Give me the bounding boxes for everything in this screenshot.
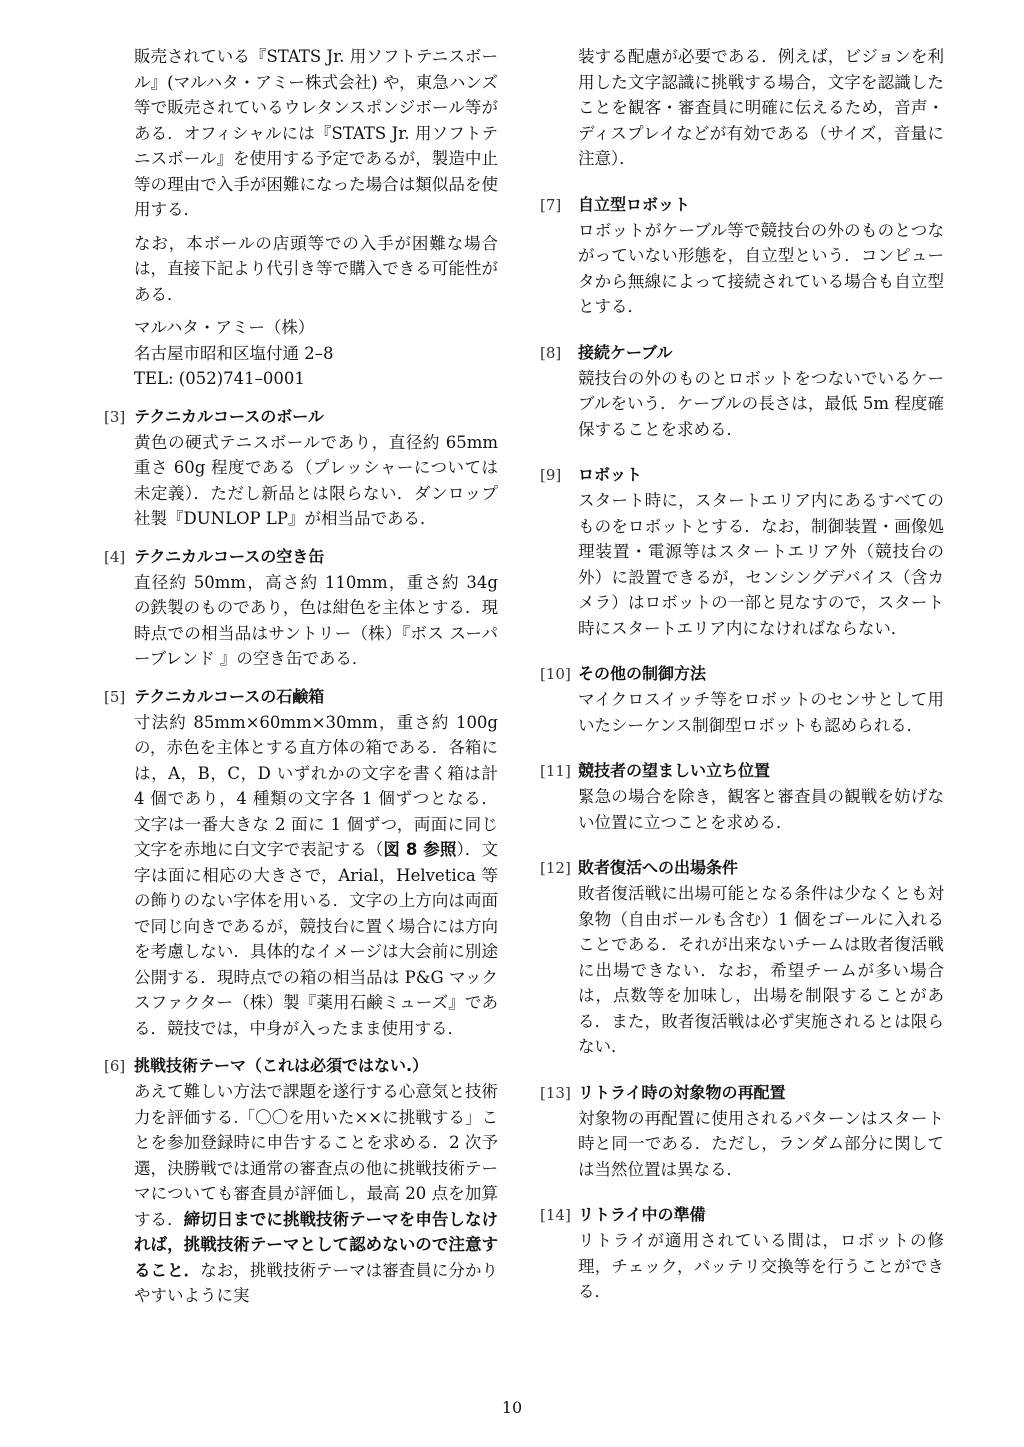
item-number: [11] — [540, 762, 571, 780]
item-body: 直径約 50mm，高さ約 110mm，重さ約 34g の鉄製のものであり，色は紺色を主体とする．現時点での相当品はサントリー（株）『ボス スーパーブレンド 』の空き缶である． — [134, 572, 498, 668]
item-body: マイクロスイッチ等をロボットのセンサとして用いたシーケンス制御型ロボットも認められる． — [578, 690, 944, 735]
figure-reference: 図 8 参照 — [383, 840, 457, 859]
item-3 — [104, 404, 498, 532]
item-body: 競技台の外のものとロボットをつないでいるケーブルをいう．ケーブルの長さは，最低 5m 程度確保することを求める． — [578, 368, 944, 439]
item-title: テクニカルコースのボール — [134, 406, 324, 426]
item-body-text: なお，挑戦技術テーマは審査員に分かりやすいように実 — [134, 1260, 499, 1305]
item-title: 接続ケーブル — [578, 342, 673, 362]
intro-paragraph: 販売されている『STATS Jr. 用ソフトテニスボール』(マルハタ・アミー株式会社) や，東急ハンズ等で販売されているウレタンスポンジボール等がある．オフィシャルには『STATS Jr. 用ソフトテニスボール』を使用する予定であるが，製造中止等の理由で入手が困難になった場合は類似品を使用する． — [134, 47, 498, 219]
item-12 — [540, 855, 944, 1060]
item-body-text: ）．文字は面に相応の大きさで，Arial，Helvetica 等の飾りのない字体を用いる．文字の上方向は両面で同じ向きであるが，競技台に置く場合には方向を考慮しない．具体的なイメージは大会前に別途公開する．現時点での箱の相当品は P&G マックスファクター（株）製『薬用石鹸ミューズ』である．競技では，中身が入ったまま使用する． — [134, 840, 499, 1038]
item-title: テクニカルコースの石鹸箱 — [134, 686, 325, 706]
item-number: [12] — [540, 859, 571, 877]
item-title: 競技者の望ましい立ち位置 — [578, 761, 771, 780]
item-4 — [104, 544, 498, 672]
item-number: [9] — [540, 466, 562, 484]
item-body: 黄色の硬式テニスボールであり，直径約 65mm 重さ 60g 程度である（プレッシャーについては未定義）．ただし新品とは限らない．ダンロップ社製『DUNLOP LP』が相当品である． — [134, 432, 498, 528]
item-5 — [104, 684, 498, 1042]
item-body-text: 寸法約 85mm×60mm×30mm，重さ約 100g の，赤色を主体とする直方体の箱である．各箱には，A，B，C，D いずれかの文字を書く箱は計 4 個であり，4 種類の文字各 1 個ずつとなる．文字は一番大きな 2 面に 1 個ずつ，両面に同じ文字を赤地に白文字で表記する（ — [134, 712, 498, 859]
item-number: [14] — [540, 1206, 571, 1224]
item-10 — [540, 661, 944, 738]
item-title: 敗者復活への出場条件 — [578, 858, 739, 877]
right-column — [540, 44, 944, 1305]
item-7 — [540, 192, 944, 320]
item-title: リトライ中の準備 — [578, 1205, 706, 1224]
item-body: スタート時に，スタートエリア内にあるすべてのものをロボットとする．なお，制御装置・画像処理装置・電源等はスタートエリア外（競技台の外）に設置できるが，センシングデバイス（含カメラ）はロボットの一部と見なすので，スタート時にスタートエリア内になければならない． — [578, 491, 944, 638]
item-title: その他の制御方法 — [578, 664, 707, 683]
item-body: 緊急の場合を除き，観客と審査員の観戦を妨げない位置に立つことを求める． — [578, 787, 944, 832]
item-number: [4] — [104, 547, 126, 566]
page-number: 10 — [501, 1398, 523, 1417]
item-title: 挑戦技術テーマ（これは必須ではない.） — [134, 1056, 429, 1075]
note-paragraph: なお，本ボールの店頭等での入手が困難な場合は，直接下記より代引き等で購入できる可能性がある． — [134, 233, 498, 304]
item-body — [104, 1079, 498, 1309]
address-company: マルハタ・アミー（株） — [134, 318, 315, 337]
item-14 — [540, 1202, 944, 1305]
item-body: リトライが適用されている間は，ロボットの修理，チェック，バッテリ交換等を行うことができる． — [578, 1231, 944, 1301]
item-body: 対象物の再配置に使用されるパターンはスタート時と同一である．ただし，ランダム部分に関しては当然位置は異なる． — [578, 1108, 944, 1179]
item-number: [5] — [104, 687, 126, 706]
item-body: 敗者復活戦に出場可能となる条件は少なくとも対象物（自由ボールも含む）1 個をゴールに入れることである．それが出来ないチームは敗者復活戦に出場できない．なお，希望チームが多い場合は，点数等を加味し，出場を制限することがある．また，敗者復活戦は必ず実施されるとは限らない． — [578, 884, 944, 1056]
address-block — [104, 315, 498, 392]
item-number: [13] — [540, 1083, 571, 1102]
left-column — [104, 44, 498, 1309]
continued-paragraph: 装する配慮が必要である．例えば，ビジョンを利用した文字認識に挑戦する場合，文字を認識したことを観客・審査員に明確に伝えるため，音声・ディスプレイなどが有効である（サイズ，音量に注意）． — [578, 47, 944, 168]
item-number: [10] — [540, 665, 571, 683]
item-body: ロボットがケーブル等で競技台の外のものとつながっていない形態を，自立型という．コンピュータから無線によって接続されている場合も自立型とする． — [578, 220, 944, 316]
item-number: [8] — [540, 343, 562, 362]
item-title: テクニカルコースの空き缶 — [134, 546, 325, 566]
item-number: [7] — [540, 195, 562, 214]
item-number: [3] — [104, 407, 126, 426]
item-title: ロボット — [578, 465, 643, 484]
item-11 — [540, 758, 944, 835]
address-street: 名古屋市昭和区塩付通 2–8 — [134, 343, 334, 363]
item-8 — [540, 340, 944, 443]
item-6 — [104, 1053, 498, 1309]
item-body — [104, 710, 498, 1042]
item-title: リトライ時の対象物の再配置 — [578, 1082, 786, 1102]
item-title: 自立型ロボット — [578, 194, 691, 214]
item-13 — [540, 1080, 944, 1183]
item-9 — [540, 462, 944, 641]
item-body-text: あえて難しい方法で課題を遂行する心意気と技術力を評価する.「〇〇を用いた××に挑戦する」ことを参加登録時に申告することを求める．2 次予選，決勝戦では通常の審査点の他に挑戦技術テーマについても審査員が評価し，最高 20 点を加算する． — [134, 1082, 498, 1229]
item-number: [6] — [104, 1057, 126, 1075]
emphasized-warning: 締切日までに挑戦技術テーマを申告しなければ，挑戦技術テーマとして認めないので注意すること． — [134, 1209, 499, 1280]
address-tel: TEL: (052)741–0001 — [134, 369, 305, 388]
